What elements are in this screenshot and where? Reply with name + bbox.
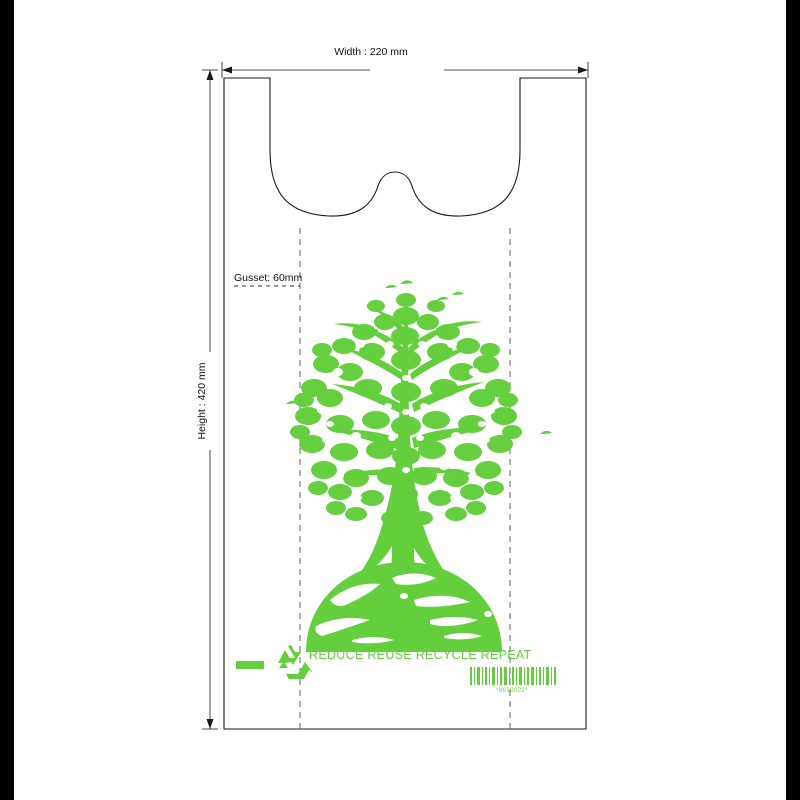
barcode-text: *8630022* [496, 688, 528, 694]
width-dimension [222, 62, 588, 78]
ground-dash [236, 661, 264, 669]
recycle-icon [275, 628, 313, 679]
height-label: Height : 420 mm [196, 362, 208, 440]
barcode [470, 667, 556, 694]
artwork-group [236, 280, 556, 694]
slogan-text: REDUCE REUSE RECYCLE REPEAT [309, 648, 532, 662]
width-label: Width : 220 mm [334, 46, 408, 58]
gusset-label: Gusset: 60mm [234, 272, 303, 284]
